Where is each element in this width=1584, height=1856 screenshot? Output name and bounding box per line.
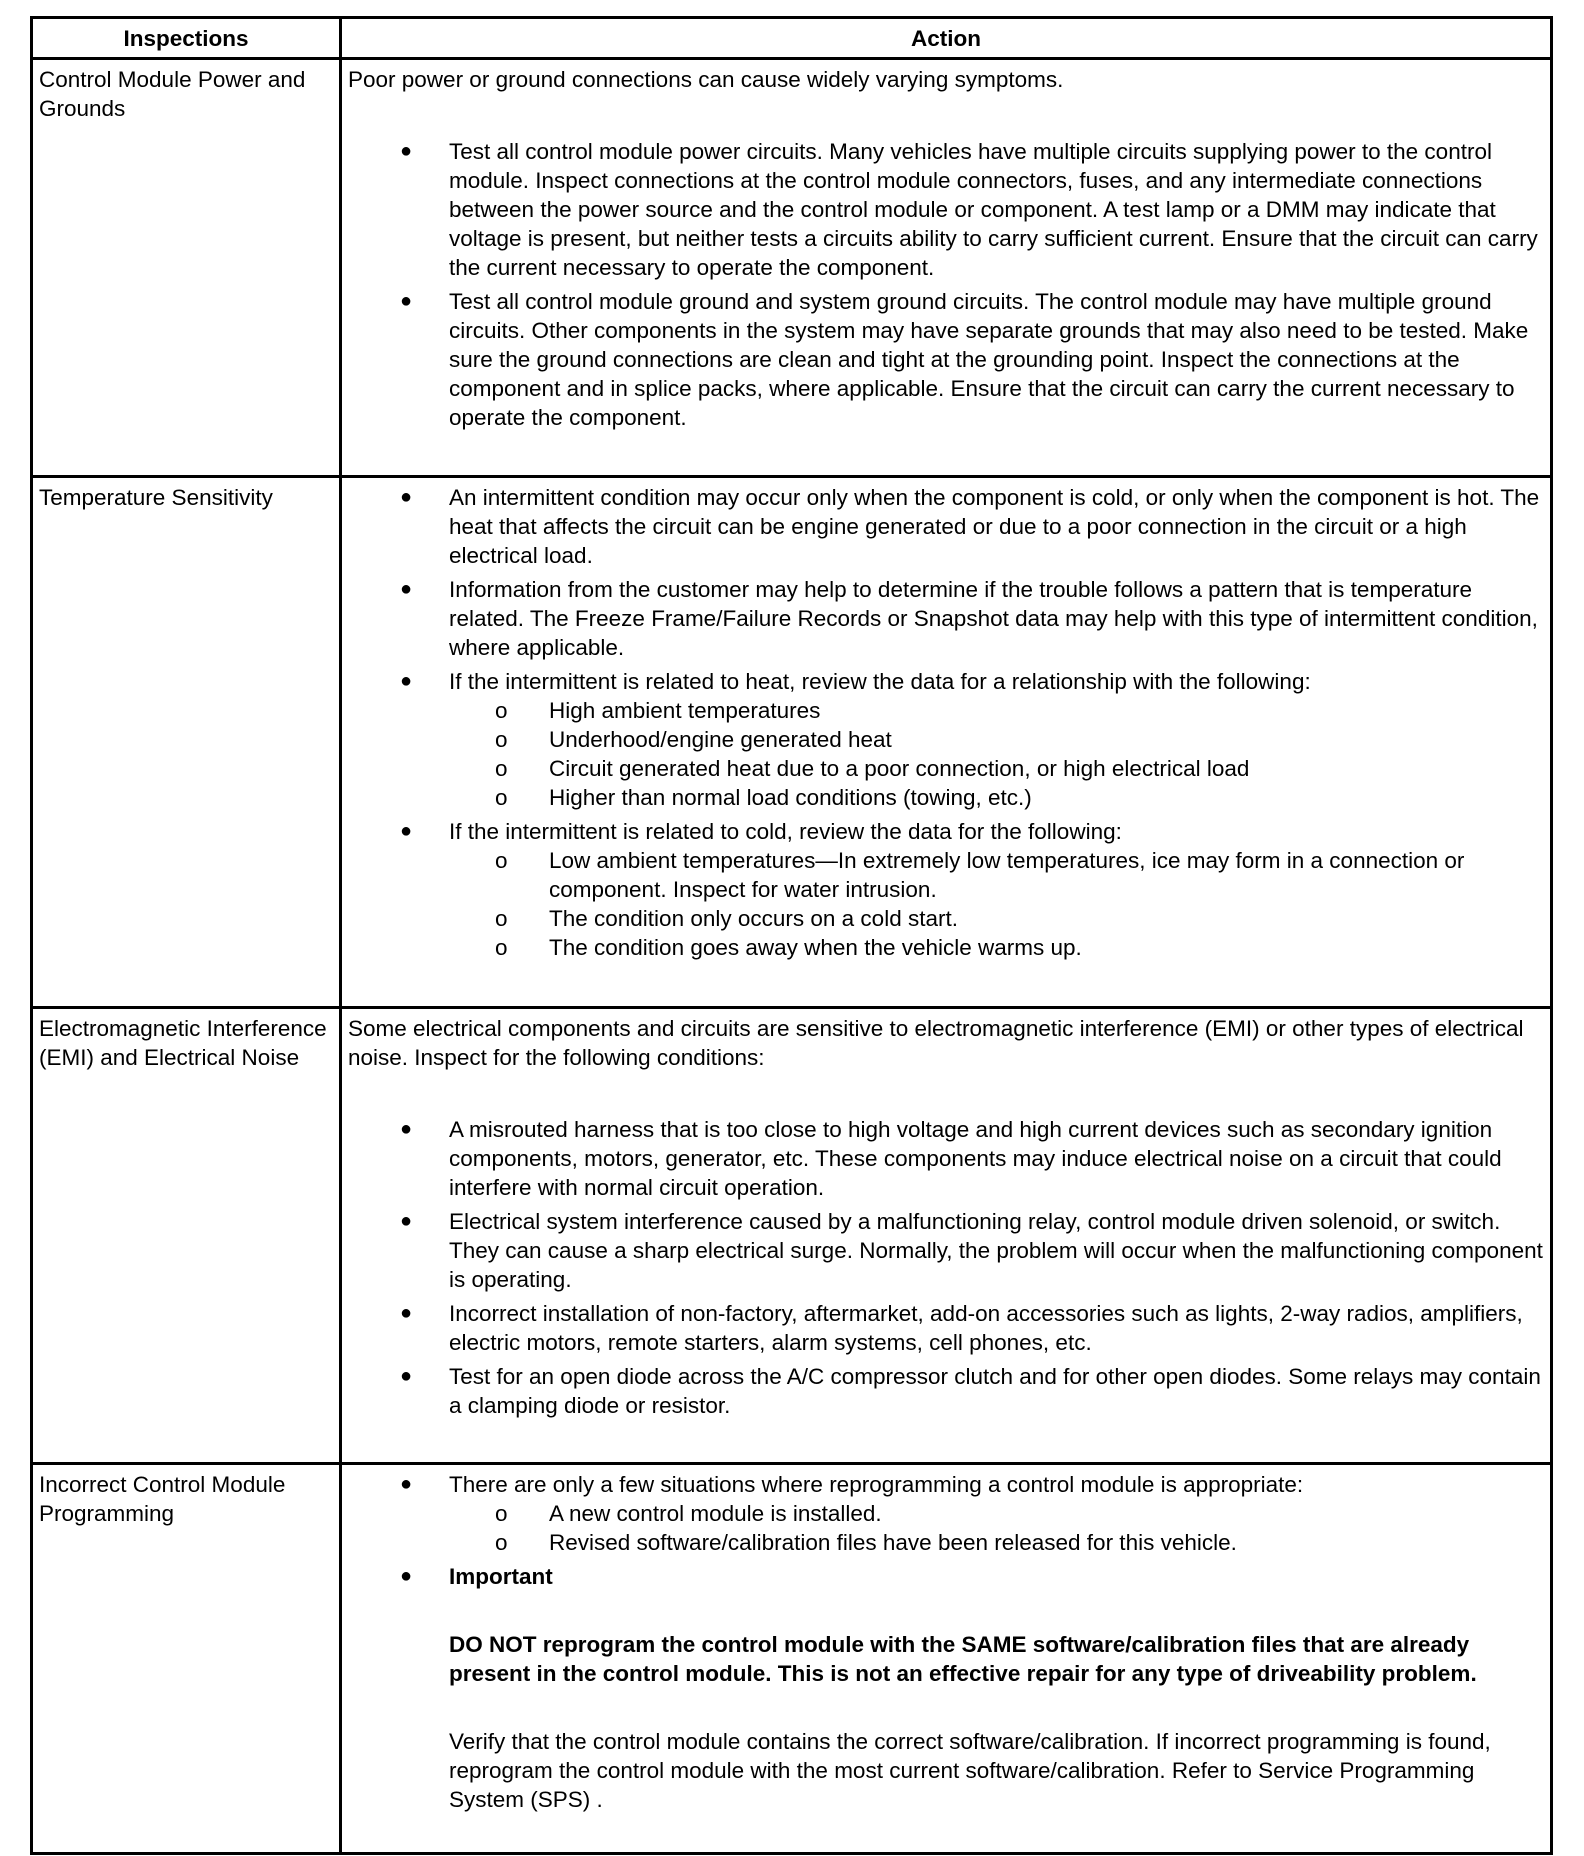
item-text: Incorrect installation of non-factory, aftermarket, add-on accessories such as lights, 2-way radios, amplifiers, electric motors, remote starters, alarm systems, cell phones, etc.: [449, 1301, 1523, 1355]
action-intro: Some electrical components and circuits are sensitive to electromagnetic interference (EMI) or other types of electrical noise. Inspect for the following conditions:: [348, 1016, 1524, 1070]
sub-item: [449, 783, 1544, 812]
sub-item: [449, 696, 1544, 725]
inspection-cell: Temperature Sensitivity: [32, 477, 341, 1008]
table-row: [32, 1464, 1552, 1854]
circle-bullet-icon: o: [495, 698, 508, 723]
bullet-list: [348, 1115, 1544, 1420]
item-text: If the intermittent is related to cold, review the data for the following:: [449, 819, 1122, 844]
table-row: [32, 477, 1552, 1008]
circle-bullet-icon: o: [495, 727, 508, 752]
item-text: If the intermittent is related to heat, review the data for a relationship with the following:: [449, 669, 1311, 694]
list-item: [348, 1470, 1544, 1557]
list-item: [348, 483, 1544, 570]
list-item: [348, 287, 1544, 432]
sub-item: [449, 933, 1544, 962]
item-text: Electrical system interference caused by a malfunctioning relay, control module driven solenoid, or switch. They can cause a sharp electrical surge. Normally, the problem will occur when the malfunctioning component is operating.: [449, 1209, 1543, 1292]
bullet-icon: ●: [400, 290, 413, 312]
table-row: [32, 1008, 1552, 1464]
bullet-icon: ●: [400, 578, 413, 600]
circle-bullet-icon: o: [495, 1530, 508, 1555]
list-item: [348, 575, 1544, 662]
circle-bullet-icon: o: [495, 935, 508, 960]
item-text: Test all control module power circuits. Many vehicles have multiple circuits supplying power to the control module. Inspect connections at the control module connectors, fuses, and any intermediate connections between the power source and the control module or component. A test lamp or a DMM may indicate that voltage is present, but neither tests a circuits ability to carry sufficient current. Ensure that the circuit can carry the current necessary to operate the component.: [449, 139, 1538, 280]
sub-item: [449, 725, 1544, 754]
bullet-icon: ●: [400, 1210, 413, 1232]
action-cell: [341, 1008, 1552, 1464]
item-text: Information from the customer may help to determine if the trouble follows a pattern that is temperature related. The Freeze Frame/Failure Records or Snapshot data may help with this type of intermittent condition, where applicable.: [449, 577, 1538, 660]
item-text: Test for an open diode across the A/C compressor clutch and for other open diodes. Some relays may contain a clamping diode or resistor.: [449, 1364, 1541, 1418]
list-item: [348, 667, 1544, 812]
list-item: [348, 817, 1544, 962]
inspection-cell: Control Module Power and Grounds: [32, 59, 341, 477]
sub-list: [449, 1499, 1544, 1557]
header-action: Action: [341, 18, 1552, 59]
sub-item-text: A new control module is installed.: [549, 1501, 882, 1526]
sub-item-text: High ambient temperatures: [549, 698, 821, 723]
bullet-list: [348, 1470, 1544, 1814]
list-item: [348, 137, 1544, 282]
inspections-table: [30, 16, 1553, 1855]
item-paragraph: Verify that the control module contains the correct software/calibration. If incorrect programming is found, reprogram the control module with the most current software/calibration. Refer to Service Programming System (SPS) .: [449, 1729, 1491, 1812]
list-item: [348, 1207, 1544, 1294]
sub-item: [449, 1499, 1544, 1528]
inspection-cell: Electromagnetic Interference (EMI) and Electrical Noise: [32, 1008, 341, 1464]
bullet-icon: ●: [400, 820, 413, 842]
list-item: [348, 1562, 1544, 1814]
bullet-icon: ●: [400, 670, 413, 692]
item-text: There are only a few situations where reprogramming a control module is appropriate:: [449, 1472, 1304, 1497]
bullet-icon: ●: [400, 1365, 413, 1387]
item-text: An intermittent condition may occur only when the component is cold, or only when the component is hot. The heat that affects the circuit can be engine generated or due to a poor connection in the circuit or a high electrical load.: [449, 485, 1540, 568]
bullet-icon: ●: [400, 1118, 413, 1140]
sub-item: [449, 1528, 1544, 1557]
sub-item-text: Higher than normal load conditions (towing, etc.): [549, 785, 1032, 810]
bullet-icon: ●: [400, 1565, 413, 1587]
table-row: [32, 59, 1552, 477]
sub-item: [449, 904, 1544, 933]
item-text: Test all control module ground and system ground circuits. The control module may have multiple ground circuits. Other components in the system may have separate grounds that may also need to be tested. Make sure the ground connections are clean and tight at the grounding point. Inspect the connections at the component and in splice packs, where applicable. Ensure that the circuit can carry the current necessary to operate the component.: [449, 289, 1529, 430]
sub-list: [449, 846, 1544, 962]
action-cell: [341, 1464, 1552, 1854]
bullet-icon: ●: [400, 486, 413, 508]
action-cell: [341, 477, 1552, 1008]
sub-item-text: The condition only occurs on a cold start.: [549, 906, 958, 931]
action-cell: [341, 59, 1552, 477]
circle-bullet-icon: o: [495, 756, 508, 781]
inspection-cell: Incorrect Control Module Programming: [32, 1464, 341, 1854]
item-text: A misrouted harness that is too close to high voltage and high current devices such as secondary ignition components, motors, generator, etc. These components may induce electrical noise on a circuit that could interfere with normal circuit operation.: [449, 1117, 1502, 1200]
sub-item-text: Underhood/engine generated heat: [549, 727, 892, 752]
sub-list: [449, 696, 1544, 812]
bullet-icon: ●: [400, 140, 413, 162]
header-row: [32, 18, 1552, 59]
sub-item: [449, 754, 1544, 783]
circle-bullet-icon: o: [495, 1501, 508, 1526]
bullet-icon: ●: [400, 1473, 413, 1495]
circle-bullet-icon: o: [495, 848, 508, 873]
bullet-list: [348, 137, 1544, 432]
sub-item-text: The condition goes away when the vehicle warms up.: [549, 935, 1082, 960]
list-item: [348, 1299, 1544, 1357]
circle-bullet-icon: o: [495, 906, 508, 931]
bullet-icon: ●: [400, 1302, 413, 1324]
action-intro: Poor power or ground connections can cause widely varying symptoms.: [348, 67, 1064, 92]
header-inspections: Inspections: [32, 18, 341, 59]
list-item: [348, 1362, 1544, 1420]
sub-item-text: Revised software/calibration files have been released for this vehicle.: [549, 1530, 1237, 1555]
list-item: [348, 1115, 1544, 1202]
bullet-list: [348, 483, 1544, 962]
sub-item-text: Low ambient temperatures—In extremely low temperatures, ice may form in a connection or component. Inspect for water intrusion.: [549, 848, 1465, 902]
sub-item-text: Circuit generated heat due to a poor connection, or high electrical load: [549, 756, 1250, 781]
circle-bullet-icon: o: [495, 785, 508, 810]
item-paragraph: DO NOT reprogram the control module with the SAME software/calibration files that are already present in the control module. This is not an effective repair for any type of driveability problem.: [449, 1632, 1477, 1686]
item-text: Important: [449, 1564, 553, 1589]
sub-item: [449, 846, 1544, 904]
